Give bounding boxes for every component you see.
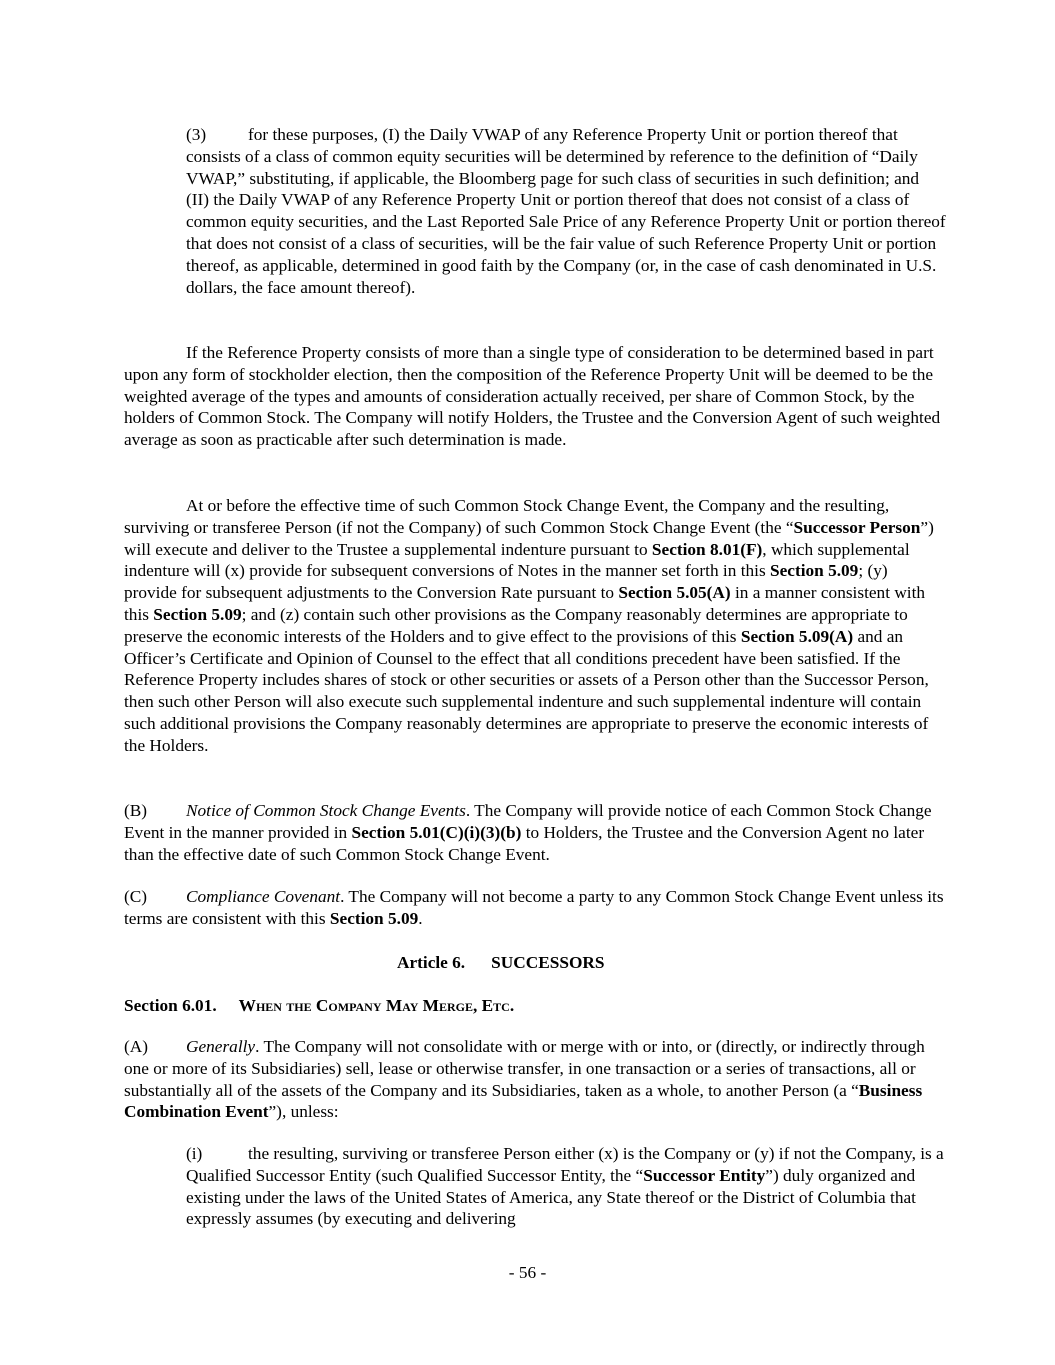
paragraph-title: Generally [186, 1037, 256, 1056]
paragraph-title: Compliance Covenant [186, 887, 341, 906]
paragraph-A [124, 1036, 944, 1123]
defined-term: Successor Entity [643, 1165, 766, 1185]
paragraph-number: (B) [124, 801, 148, 820]
page-number: - 56 - [508, 1263, 547, 1282]
paragraph-text: ”) will execute and deliver to the Trustee a supplemental indenture pursuant to [124, 517, 934, 559]
paragraph-text: in a manner consistent with this [124, 583, 926, 624]
paragraph-number: (i) [186, 1144, 203, 1163]
paragraph-C [124, 886, 944, 930]
paragraph-text: for these purposes, (I) the Daily VWAP of any Reference Property Unit or portion thereof that consists of a class of common equity securities will be determined by reference to the definition of “Daily VWAP,” substituting, if applicable, the Bloomberg page for such class of securities in such definition; and (II) the Daily VWAP of any Reference Property Unit or portion thereof that does not consist of a class of common equity securities, and the Last Reported Sale Price of any Reference Property Unit or portion thereof that does not consist of a class of securities, will be the fair value of such Reference Property Unit or portion thereof, as applicable, determined in good faith by the Company (or, in the case of cash denominated in U.S. dollars, the face amount thereof). [186, 125, 946, 297]
section-reference: Section 5.05(A) [618, 583, 731, 603]
section-title: When the Company May Merge, Etc. [238, 996, 515, 1015]
section-label: Section 6.01. [124, 996, 217, 1015]
section-reference: Section 5.01(C)(i)(3)(b) [351, 822, 522, 842]
section-reference: Section 5.09 [153, 604, 242, 624]
section-heading [124, 995, 944, 1017]
paragraph-text: ”) duly organized and existing under the laws of the United States of America, any State thereof or the District of Columbia that expressly assumes (by executing and delivering [186, 1165, 916, 1229]
section-reference: Section 8.01(F) [651, 539, 763, 559]
paragraph-text: At or before the effective time of such Common Stock Change Event, the Company and the resulting, surviving or transferee Person (if not the Company) of such Common Stock Change Event (the “ [124, 496, 890, 537]
defined-term: Successor Person [793, 517, 921, 537]
paragraph-text: . The Company will not consolidate with or merge with or into, or (directly, or indirectly through one or more of its Subsidiaries) sell, lease or otherwise transfer, in one transaction or a series of transactions, all or substantially all of the assets of the Company and its Subsidiaries, taken as a whole, to another Person (a “ [124, 1037, 925, 1100]
paragraph-i [186, 1143, 946, 1230]
paragraph-text: If the Reference Property consists of more than a single type of consideration to be determined based in part upon any form of stockholder election, then the composition of the Reference Property Unit will be deemed to be the weighted average of the types and amounts of consideration actually received, per share of Common Stock, by the holders of Common Stock. The Company will notify Holders, the Trustee and the Conversion Agent of such weighted average as soon as practicable after such determination is made. [124, 343, 941, 450]
paragraph-text: the resulting, surviving or transferee Person either (x) is the Company or (y) if not the Company, is a Qualified Successor Entity (such Qualified Successor Entity, the “ [186, 1144, 944, 1185]
paragraph-text: to Holders, the Trustee and the Conversion Agent no later than the effective date of such Common Stock Change Event. [124, 822, 925, 864]
paragraph-text: . [418, 908, 423, 928]
paragraph-text: ”), unless: [268, 1102, 339, 1122]
paragraph-supplemental-indenture [124, 495, 944, 757]
paragraph-text: ; (y) provide for subsequent adjustments to the Conversion Rate pursuant to [124, 561, 888, 603]
article-label: Article 6. [397, 953, 466, 972]
paragraph-B [124, 800, 944, 865]
article-title: SUCCESSORS [491, 953, 605, 972]
paragraph-reference-property [124, 342, 944, 451]
paragraph-title: Notice of Common Stock Change Events [186, 801, 466, 820]
paragraph-text: . The Company will provide notice of each Common Stock Change Event in the manner provided in [124, 801, 932, 842]
paragraph-text: , which supplemental indenture will (x) provide for subsequent conversions of Notes in the manner set forth in this [124, 539, 910, 581]
section-reference: Section 5.09 [329, 908, 419, 928]
section-reference: Section 5.09(A) [740, 626, 854, 646]
paragraph-number: (3) [186, 125, 207, 144]
section-reference: Section 5.09 [770, 561, 859, 581]
paragraph-text: ; and (z) contain such other provisions as the Company reasonably determines are appropriate to preserve the economic interests of the Holders and to give effect to the provisions of this [124, 604, 908, 646]
defined-term: Business Combination Event [124, 1080, 923, 1122]
paragraph-text: . The Company will not become a party to any Common Stock Change Event unless its terms are consistent with this [124, 887, 944, 928]
paragraph-number: (C) [124, 887, 148, 906]
paragraph-text: and an Officer’s Certificate and Opinion of Counsel to the effect that all conditions precedent have been satisfied. If the Reference Property includes shares of stock or other securities or assets of a Person other than the Successor Person, then such other Person will also execute such supplemental indenture and such supplemental indenture will contain such additional provisions the Company reasonably determines are appropriate to preserve the economic interests of the Holders. [124, 626, 929, 755]
paragraph-number: (A) [124, 1037, 148, 1056]
article-heading [397, 952, 797, 974]
paragraph-3 [186, 124, 946, 298]
